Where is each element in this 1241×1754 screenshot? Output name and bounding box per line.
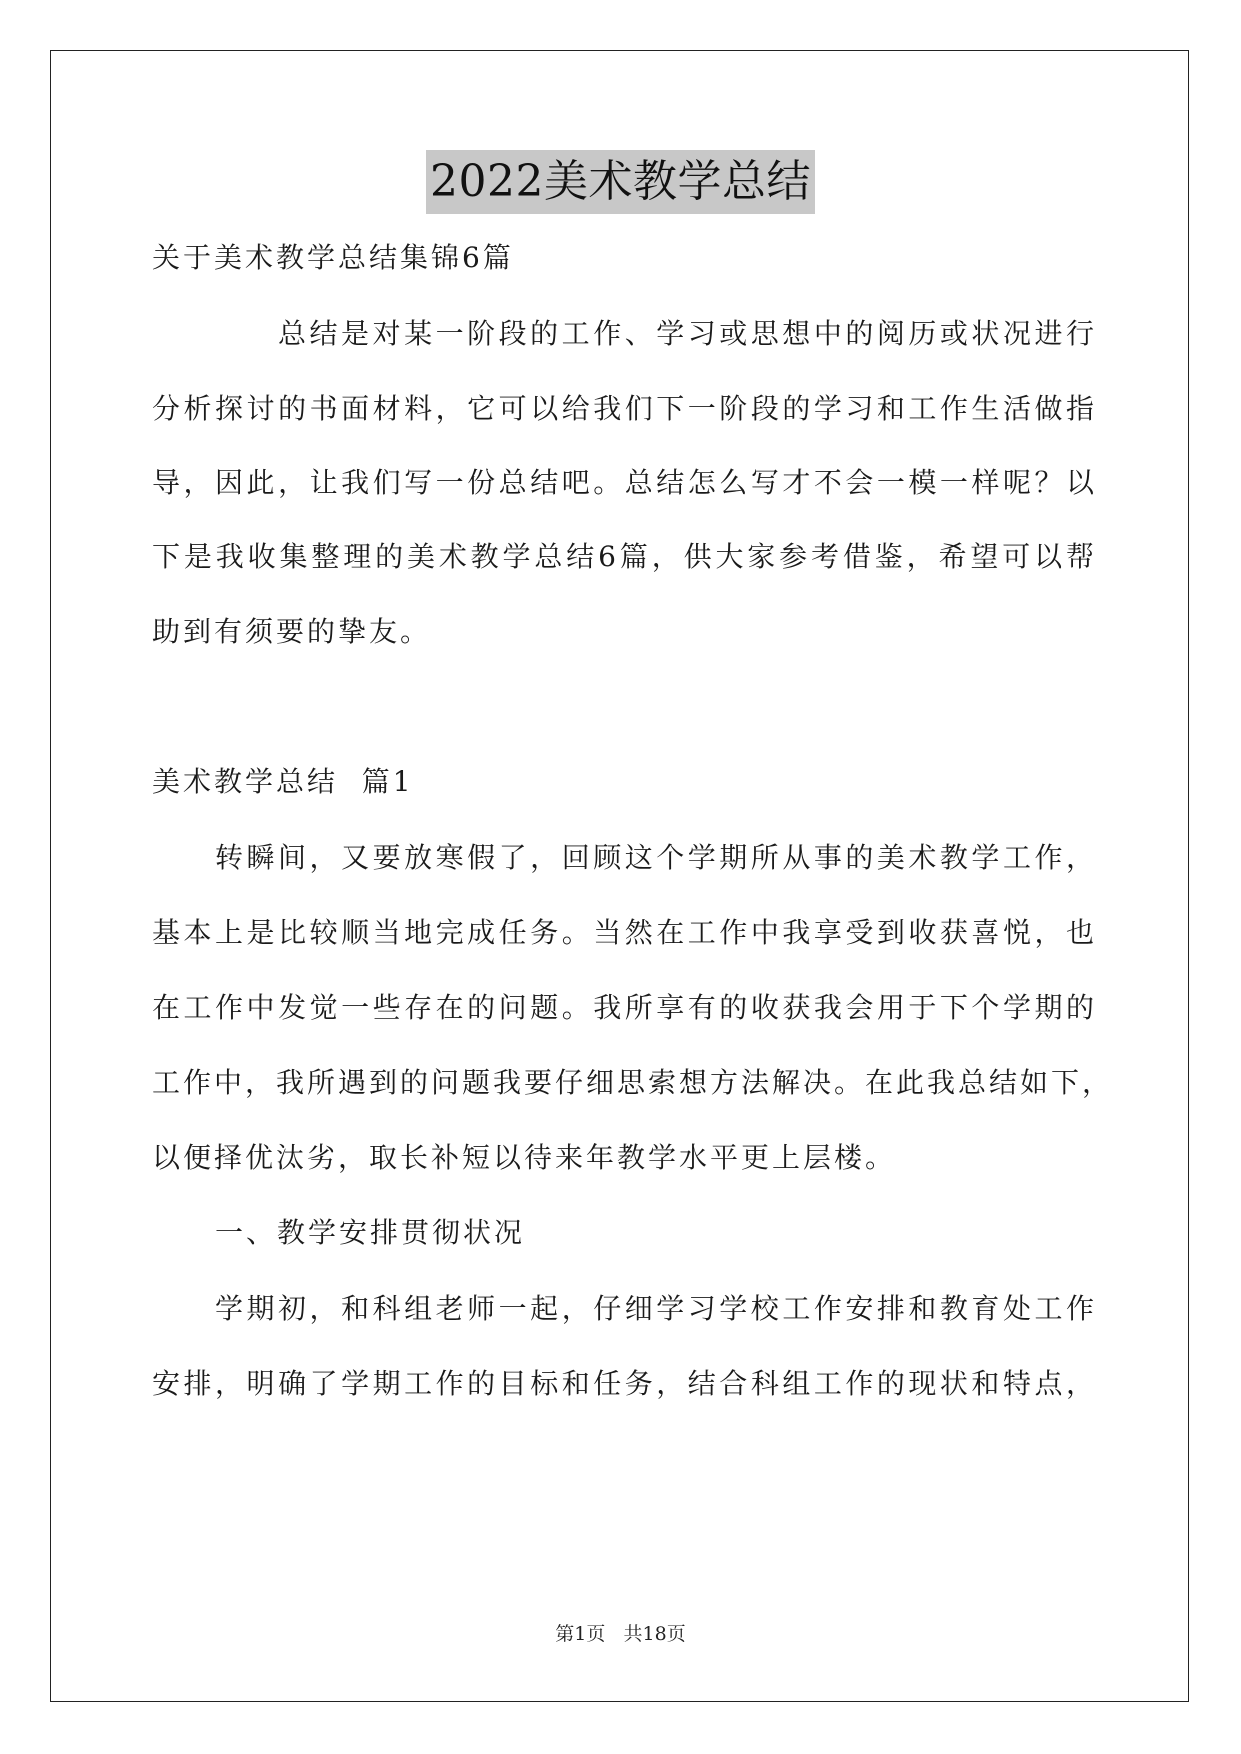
intro-line-4: 下是我收集整理的美术教学总结6篇，供大家参考借鉴，希望可以帮 [152,540,1097,573]
body-line-5: 以便择优汰劣，取长补短以待来年教学水平更上层楼。 [152,1141,897,1174]
subheading: 一、教学安排贯彻状况 [215,1216,526,1249]
intro-line-3: 导，因此，让我们写一份总结吧。总结怎么写才不会一模一样呢？以 [152,466,1097,499]
intro-line-5: 助到有须要的挚友。 [152,615,432,648]
page-footer [0,1620,1241,1648]
section-heading: 美术教学总结 篇1 [152,765,414,798]
title-wrap [0,150,1241,214]
page-total: 共18页 [623,1623,686,1645]
body-line-3: 在工作中发觉一些存在的问题。我所享有的收获我会用于下个学期的 [152,991,1097,1024]
document-title: 2022美术教学总结 [426,150,815,214]
body2-line-1: 学期初，和科组老师一起，仔细学习学校工作安排和教育处工作 [215,1292,1097,1325]
document-subtitle: 关于美术教学总结集锦6篇 [152,241,514,274]
body-line-2: 基本上是比较顺当地完成任务。当然在工作中我享受到收获喜悦，也 [152,916,1097,949]
body2-line-2: 安排，明确了学期工作的目标和任务，结合科组工作的现状和特点， [152,1367,1097,1400]
body-line-4: 工作中，我所遇到的问题我要仔细思索想方法解决。在此我总结如下， [152,1066,1114,1099]
intro-line-2: 分析探讨的书面材料，它可以给我们下一阶段的学习和工作生活做指 [152,392,1097,425]
page-number: 第1页 [555,1623,606,1645]
body-line-1: 转瞬间，又要放寒假了，回顾这个学期所从事的美术教学工作， [215,841,1097,874]
intro-line-1: 总结是对某一阶段的工作、学习或思想中的阅历或状况进行 [278,317,1097,350]
